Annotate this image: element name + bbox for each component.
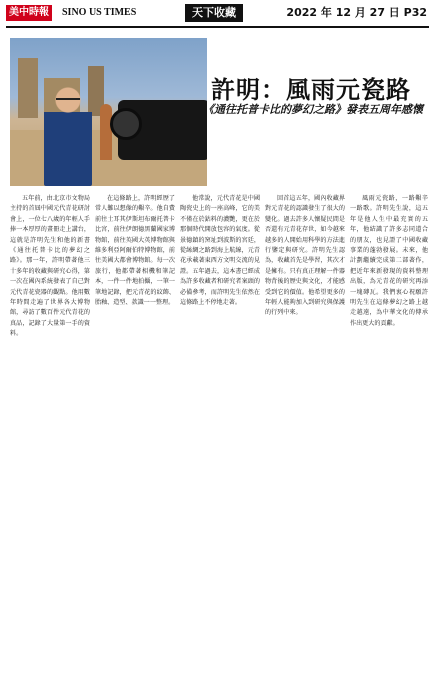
article-column-1 xyxy=(10,194,90,692)
issue-date-page: 2022 年 12 月 27 日 P32 xyxy=(286,6,427,19)
article-column-4 xyxy=(265,194,345,692)
glasses-shape xyxy=(56,98,80,106)
camera-lens-shape xyxy=(110,108,142,140)
column-text: 回首這五年，國內收藏界對元青花的認識發生了很大的變化。過去許多人懷疑民間是否還有元青花存世，如今越來越多的人開始用科學的方法進行鑒定與研究。許明先生認為，收藏首先是學習，其次才是擁有。只有真正理解一件器物背後的歷史與文化，才能感受到它的價值。他希望更多的年輕人能夠加入到研究與保護的行列中來。 xyxy=(265,195,345,317)
article-subheadline: 《通往托普卡比的夢幻之路》發表五周年感懷 xyxy=(203,103,423,116)
article-column-3 xyxy=(180,194,260,692)
article-column-5 xyxy=(350,194,428,692)
ruin-column-shape xyxy=(18,58,38,118)
article-headline: 許明：風雨元瓷路 xyxy=(211,75,411,104)
section-title: 天下收藏 xyxy=(185,4,243,22)
newspaper-logo-cn: 美中時報 xyxy=(6,5,52,21)
newspaper-logo-en: SINO US TIMES xyxy=(62,7,137,18)
bystander-figure xyxy=(100,104,112,160)
column-text: 五年前，由北京市文物局主持的首屆中國元代青花研討會上，一位七八歲的年輕人手捧一本厚厚的畫冊走上講台，這就是許明先生和他的新書《通往托普卡比的夢幻之路》。那一年，許明帶著他三十多年的收藏與研究心得，第一次在國內系統發表了自己對元代青花瓷器的觀點。他用數年時間走遍了世界各大博物館，尋訪了數百件元代青花的真品，記錄了大量第一手的資料。 xyxy=(10,195,90,338)
column-text: 風雨元瓷路，一路艱辛一路歌。許明先生說，這五年是他人生中最充實的五年，他結識了許多志同道合的朋友，也見證了中國收藏事業的蓬勃發展。未來，他計劃繼續完成第二部著作，把近年來新發現的資料整理出版，為元青花的研究再添一塊磚瓦。我們衷心祝願許明先生在這條夢幻之路上越走越遠，為中華文化的傳承作出更大的貢獻。 xyxy=(350,195,428,327)
column-text: 他常說，元代青花是中國陶瓷史上的一座高峰，它的美不僅在於鈷料的濃艷，更在於那個時代開放包容的氣度。從景德鎮的窯址到波斯的宮廷，從絲綢之路到海上航線，元青花承載著東西方文明交流的見證。五年過去，這本書已經成為許多收藏者和研究者案頭的必備參考，而許明先生依然在這條路上不停地走著。 xyxy=(180,195,260,307)
article-photo xyxy=(10,38,207,186)
article-column-2 xyxy=(95,194,175,692)
page-header xyxy=(0,0,435,26)
header-rule xyxy=(6,26,429,28)
column-text: 在這條路上，許明經歷了常人難以想像的艱辛。他自費前往土耳其伊斯坦布爾托普卡比宮，前往伊朗德黑蘭國家博物館，前往英國大英博物館與維多利亞阿爾伯特博物館，前往美國大都會博物館。每一次旅行，他都帶著相機和筆記本，一件一件地拍攝，一筆一筆地記錄，把元青花的紋飾、胎釉、造型、款識一一整理。 xyxy=(95,195,175,307)
